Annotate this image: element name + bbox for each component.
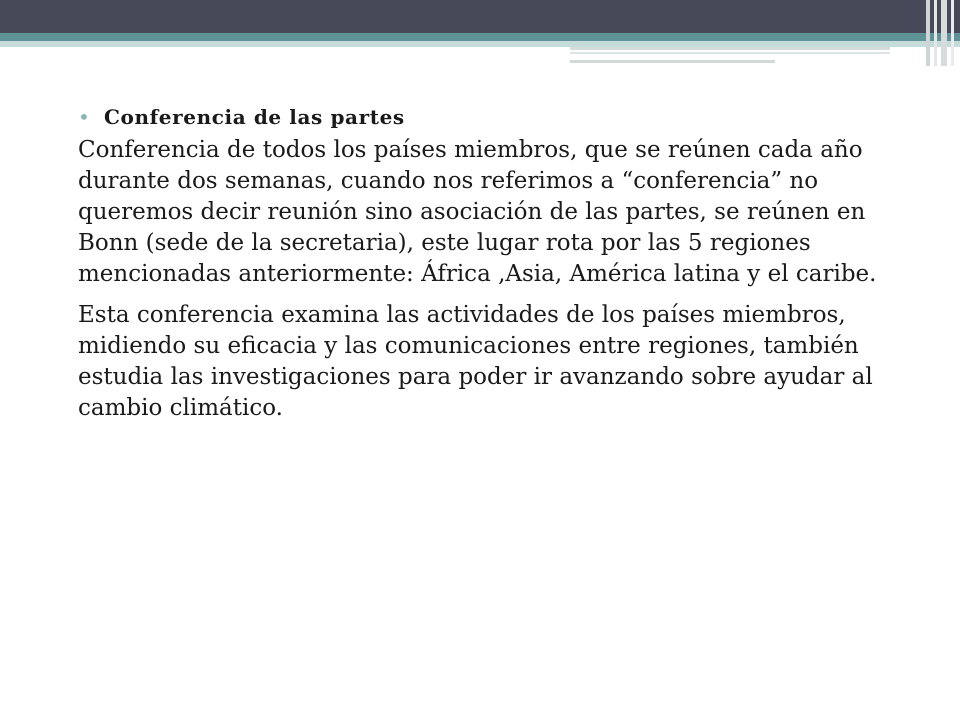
vertical-bar [926, 0, 930, 66]
bullet-heading: Conferencia de las partes [104, 105, 405, 129]
header-decor-line [570, 52, 890, 54]
body-paragraph: Conferencia de todos los países miembros, que se reúnen cada año durante dos semanas, cuando nos referimos a “conferencia” no queremos decir reunión sino asociación de las partes, se reúnen en Bonn (sede de la secretaria), este lugar rota por las 5 regiones mencionadas anteriormente: África ,Asia, América latina y el caribe. [78, 137, 877, 287]
vertical-bar [934, 0, 937, 66]
vertical-bar [951, 0, 954, 66]
vertical-bar [941, 0, 947, 66]
header-vertical-bars [924, 0, 960, 66]
header-decor-line [570, 47, 890, 50]
bullet-item [78, 105, 898, 129]
slide-content [78, 105, 898, 434]
header-band-teal [0, 33, 960, 41]
header-band-dark [0, 0, 960, 33]
body-paragraph: Esta conferencia examina las actividades de los países miembros, midiendo su eficacia y las comunicaciones entre regiones, también estudia las investigaciones para poder ir avanzando sobre ayudar al cambio climático. [78, 302, 873, 421]
header-decor-line [570, 60, 775, 63]
bullet-dot-icon: • [78, 105, 90, 129]
